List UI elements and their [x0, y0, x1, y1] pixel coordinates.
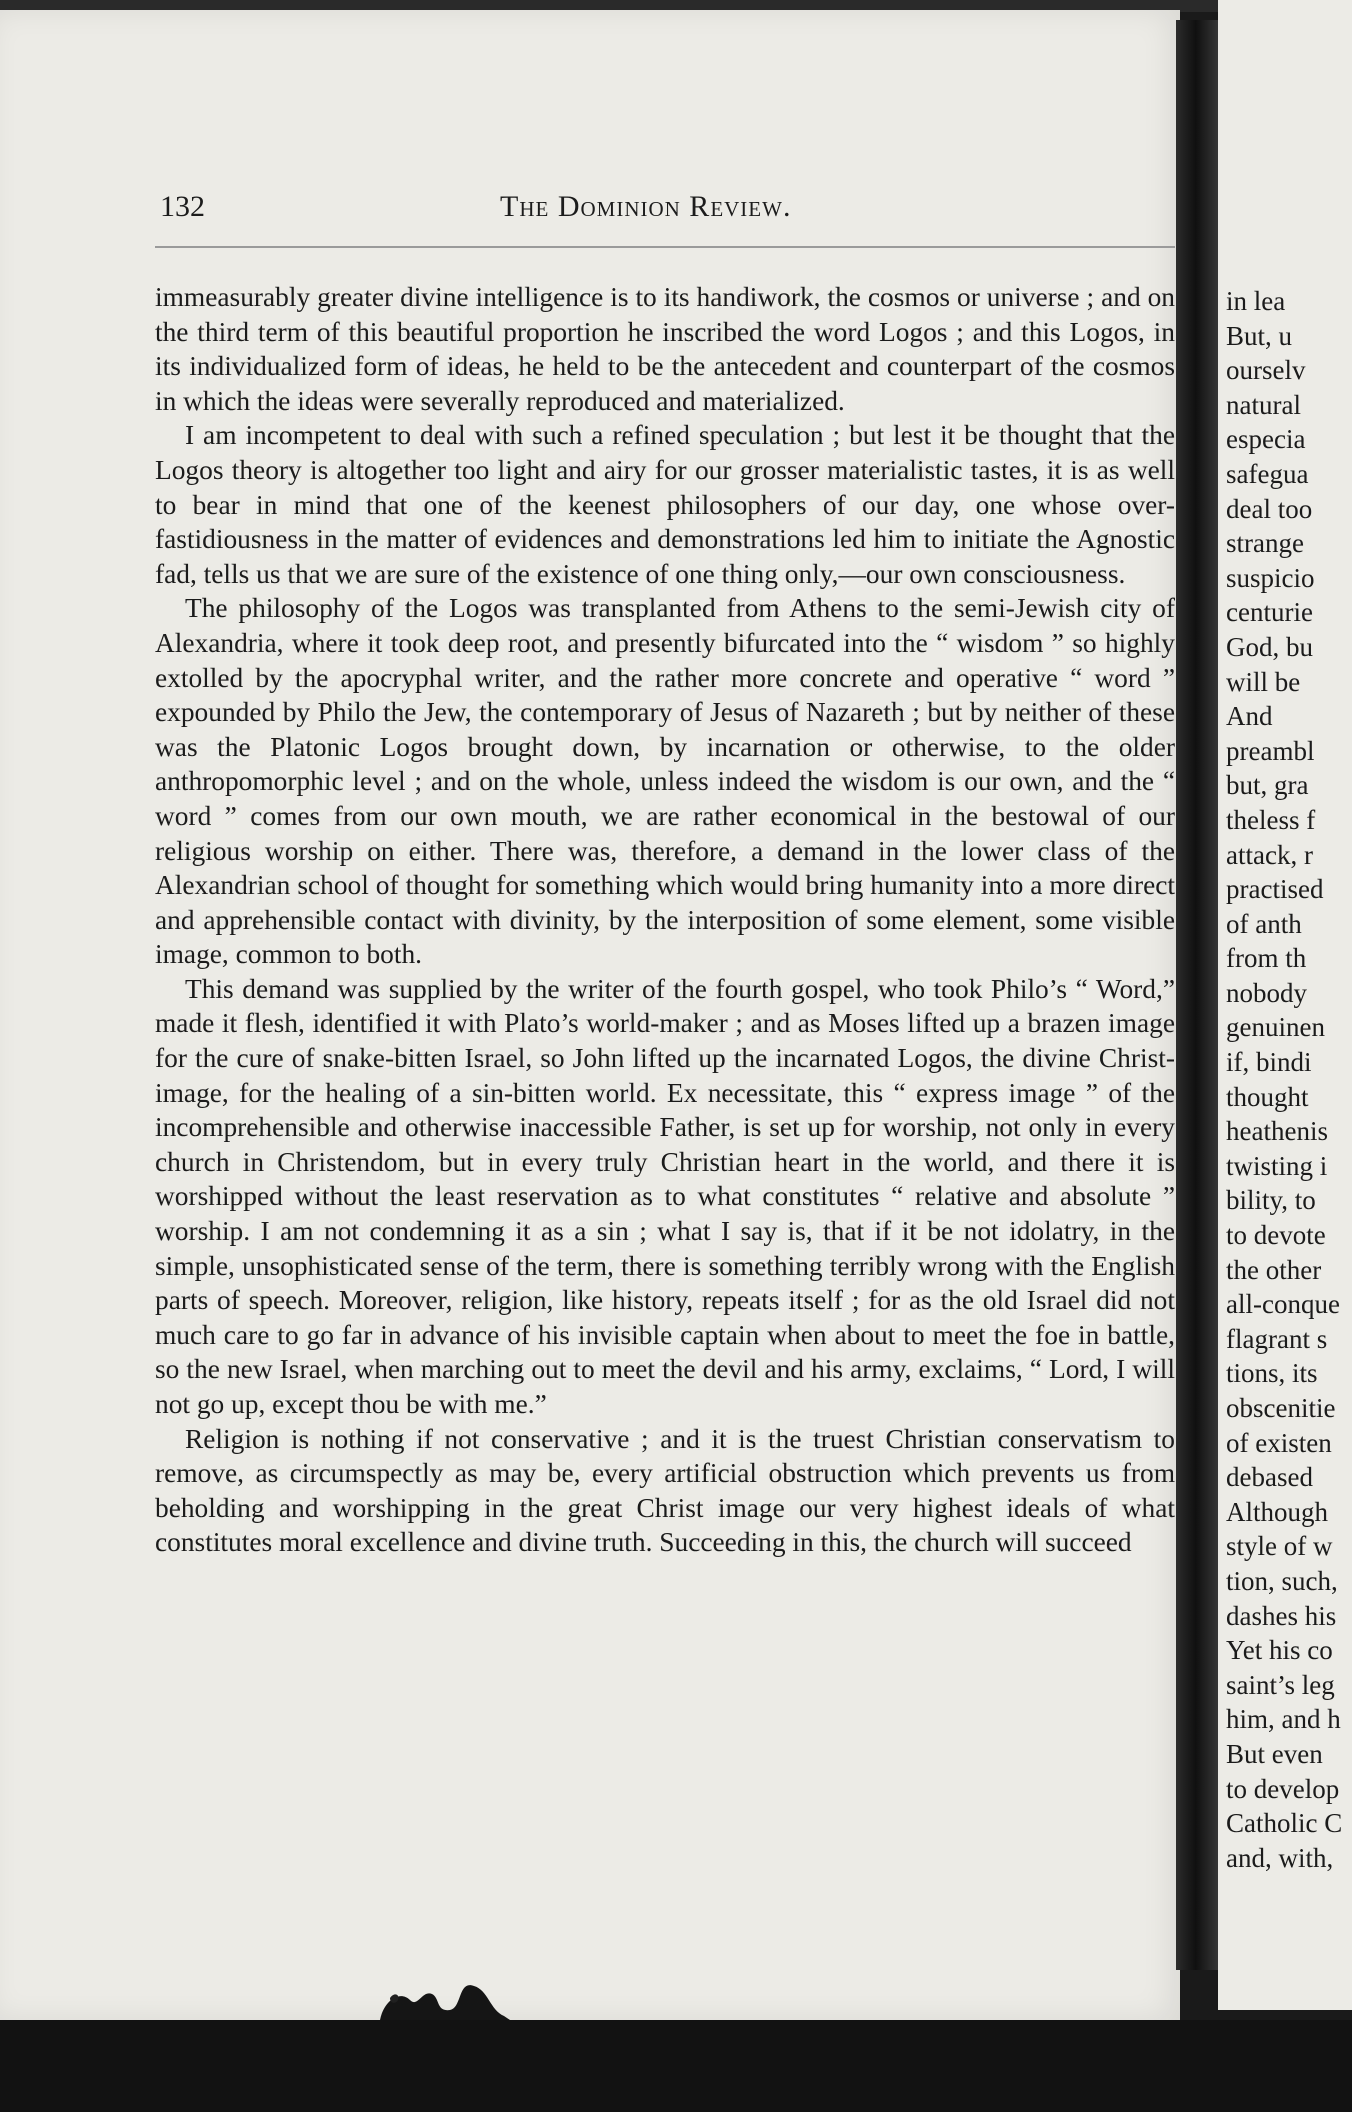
facing-page — [1218, 0, 1352, 2010]
facing-page-text — [1218, 284, 1352, 1875]
facing-page-line: flagrant s — [1226, 1323, 1328, 1354]
facing-page-line: thought — [1226, 1081, 1309, 1112]
facing-page-line: bility, to — [1226, 1185, 1316, 1216]
running-head: The Dominion Review. — [500, 190, 792, 223]
paragraph-2: I am incompetent to deal with such a refined speculation ; but lest it be thought that the Logos theory is altogether too light and airy for our grosser materialistic tastes, it is as well to bear in mind that one of the keenest philosophers of our day, one whose over-fastidiousness in the matter of evidences and demonstrations led him to initiate the Agnostic fad, tells us that we are sure of the existence of one thing only,—our own consciousness. — [155, 420, 1175, 589]
paragraph-1: immeasurably greater divine intelligence is to its handiwork, the cosmos or universe ; and on the third term of this beautiful proportion he inscribed the word Logos ; and this Logos, in its individualized form of ideas, he held to be the antecedent and counterpart of the cosmos in which the ideas were severally reproduced and materialized. — [155, 282, 1175, 416]
ink-blot-image — [370, 1950, 510, 2020]
facing-page-line: But even — [1226, 1738, 1323, 1769]
facing-page-line: will be — [1226, 666, 1301, 697]
facing-page-line: Although — [1226, 1496, 1329, 1527]
paragraph-5: Religion is nothing if not conservative ; and it is the truest Christian conservatism to remove, as circumspectly as may be, every artificial obstruction which prevents us from beholding and worshipping in the great Christ image our very highest ideals of what constitutes moral excellence and divine truth. Succeeding in this, the church will succeed — [155, 1423, 1175, 1558]
facing-page-line: of existen — [1226, 1427, 1332, 1458]
facing-page-line: especia — [1226, 424, 1306, 455]
page-header — [160, 190, 1180, 240]
page-number: 132 — [160, 190, 205, 223]
facing-page-line: from th — [1226, 943, 1307, 974]
facing-page-line: attack, r — [1226, 839, 1313, 870]
scan-bottom-edge — [0, 2020, 1352, 2112]
facing-page-line: Yet his co — [1226, 1635, 1333, 1666]
header-rule — [155, 246, 1175, 248]
facing-page-line: natural — [1226, 389, 1301, 420]
facing-page-line: dashes his — [1226, 1600, 1337, 1631]
facing-page-line: and, with, — [1226, 1842, 1334, 1873]
facing-page-line: tions, its — [1226, 1358, 1318, 1389]
facing-page-line: practised — [1226, 874, 1324, 905]
facing-page-line: Catholic C — [1226, 1808, 1343, 1839]
facing-page-line: but, gra — [1226, 770, 1309, 801]
facing-page-line: in lea — [1226, 286, 1286, 316]
body-text — [155, 280, 1175, 1560]
facing-page-line: centurie — [1226, 597, 1313, 628]
facing-page-line: to devote — [1226, 1220, 1326, 1251]
facing-page-line: genuinen — [1226, 1012, 1325, 1043]
paragraph-4: This demand was supplied by the writer of the fourth gospel, who took Philo’s “ Word,” made it flesh, identified it with Plato’s world-maker ; and as Moses lifted up a brazen image for the cure of snake-bitten Israel, so John lifted up the incarnated Logos, the divine Christ-image, for the healing of a sin-bitten world. Ex necessitate, this “ express image ” of the incomprehensible and otherwise inaccessible Father, is set up for worship, not only in every church in Christendom, but in every truly Christian heart in the world, and there it is worshipped without the least reservation as to what constitutes “ relative and absolute ” worship. I am not condemning it as a sin ; what I say is, that if it be not idolatry, in the simple, unsophisticated sense of the term, there is something terribly wrong with the English parts of speech. Moreover, religion, like history, repeats itself ; for as the old Israel did not much care to go far in advance of his invisible captain when about to meet the foe in battle, so the new Israel, when marching out to meet the devil and his army, exclaims, “ Lord, I will not go up, except thou be with me.” — [155, 973, 1175, 1419]
facing-page-line: nobody — [1226, 977, 1307, 1008]
paragraph-3: The philosophy of the Logos was transplanted from Athens to the semi-Jewish city of Alexandria, where it took deep root, and presently bifurcated into the “ wisdom ” so highly extolled by the apocryphal writer, and the rather more concrete and operative “ word ” expounded by Philo the Jew, the contemporary of Jesus of Nazareth ; but by neither of these was the Platonic Logos brought down, by incarnation or otherwise, to the older anthropomorphic level ; and on the whole, unless indeed the wisdom is our own, and the “ word ” comes from our own mouth, we are rather economical in the bestowal of our religious worship on either. There was, therefore, a demand in the lower class of the Alexandrian school of thought for something which would bring humanity into a more direct and apprehensible contact with divinity, by the interposition of some element, some visible image, common to both. — [155, 593, 1175, 970]
facing-page-line: to develop — [1226, 1773, 1340, 1804]
facing-page-line: deal too — [1226, 493, 1313, 524]
facing-page-line: if, bindi — [1226, 1047, 1312, 1078]
facing-page-line: theless f — [1226, 804, 1316, 835]
facing-page-line: God, bu — [1226, 631, 1313, 662]
facing-page-line: preambl — [1226, 735, 1315, 766]
facing-page-line: debased — [1226, 1462, 1313, 1493]
facing-page-line: saint’s leg — [1226, 1669, 1335, 1700]
facing-page-line: twisting i — [1226, 1150, 1328, 1181]
facing-page-line: obscenitie — [1226, 1393, 1336, 1423]
facing-page-line: all-conque — [1226, 1289, 1340, 1320]
facing-page-line: safegua — [1226, 458, 1309, 489]
facing-page-line: tion, such, — [1226, 1565, 1338, 1596]
facing-page-line: the other — [1226, 1254, 1322, 1285]
facing-page-line: heathenis — [1226, 1116, 1328, 1147]
facing-page-line: But, u — [1226, 320, 1293, 351]
facing-page-line: suspicio — [1226, 562, 1315, 593]
facing-page-line: style of w — [1226, 1531, 1333, 1562]
facing-page-line: of anth — [1226, 908, 1302, 939]
book-gutter — [1176, 20, 1220, 1970]
facing-page-line: ourselv — [1226, 355, 1306, 386]
facing-page-line: And — [1226, 701, 1273, 732]
facing-page-line: strange — [1226, 528, 1304, 559]
facing-page-line: him, and h — [1226, 1704, 1341, 1735]
